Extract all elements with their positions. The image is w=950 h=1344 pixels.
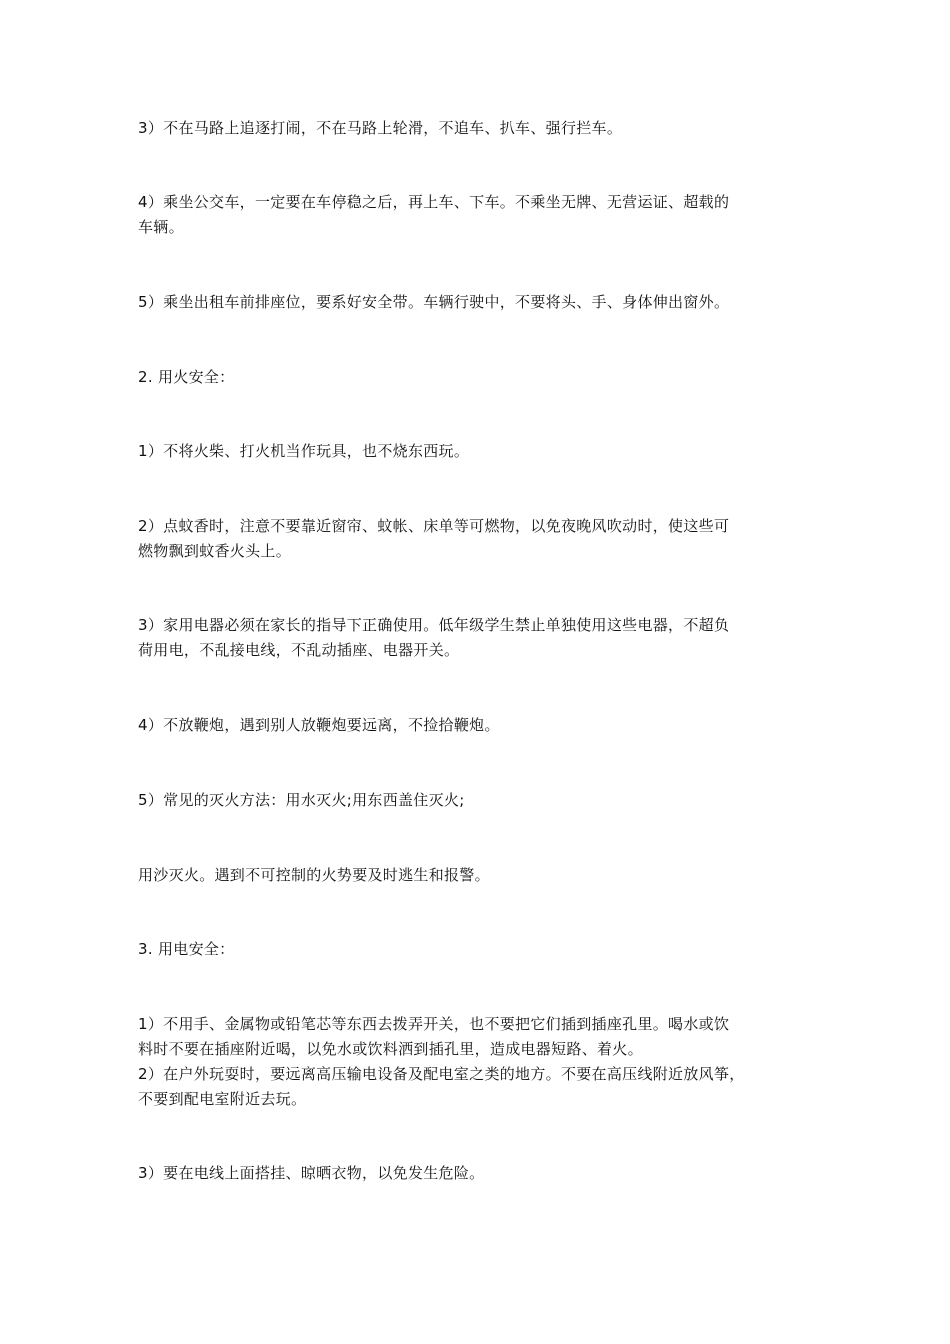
- text-line: 4）乘坐公交车，一定要在车停稳之后，再上车、下车。不乘坐无牌、无营运证、超载的: [138, 193, 730, 211]
- text-line: 3. 用电安全：: [138, 940, 235, 958]
- text-line: 3）家用电器必须在家长的指导下正确使用。低年级学生禁止单独使用这些电器，不超负: [138, 616, 730, 634]
- text-line: 5）乘坐出租车前排座位，要系好安全带。车辆行驶中，不要将头、手、身体伸出窗外。: [138, 293, 730, 311]
- paragraph-traffic-3: [138, 116, 810, 141]
- text-line: 1）不将火柴、打火机当作玩具，也不烧东西玩。: [138, 442, 470, 460]
- paragraph-fire-3: [138, 613, 810, 663]
- paragraph-fire-4: [138, 713, 810, 738]
- paragraph-fire-1: [138, 439, 810, 464]
- text-line: 料时不要在插座附近喝，以免水或饮料洒到插孔里，造成电器短路、着火。: [138, 1040, 643, 1058]
- text-line: 5）常见的灭火方法：用水灭火;用东西盖住灭火;: [138, 791, 465, 809]
- text-line: 燃物飘到蚊香火头上。: [138, 542, 292, 560]
- paragraph-traffic-5: [138, 290, 810, 315]
- text-line: 车辆。: [138, 218, 184, 236]
- paragraph-fire-2: [138, 514, 810, 564]
- section-heading-fire-safety: [138, 365, 810, 390]
- text-line: 2）在户外玩耍时，要远离高压输电设备及配电室之类的地方。不要在高压线附近放风筝，: [138, 1065, 745, 1083]
- text-line: 4）不放鞭炮，遇到别人放鞭炮要远离，不捡拾鞭炮。: [138, 716, 500, 734]
- text-line: 3）不在马路上追逐打闹，不在马路上轮滑，不追车、扒车、强行拦车。: [138, 119, 623, 137]
- paragraph-electricity-1-2: [138, 1012, 810, 1112]
- paragraph-electricity-3: [138, 1161, 810, 1186]
- paragraph-fire-5-continued: [138, 863, 810, 888]
- text-line: 不要到配电室附近去玩。: [138, 1090, 307, 1108]
- text-line: 用沙灭火。遇到不可控制的火势要及时逃生和报警。: [138, 866, 490, 884]
- paragraph-fire-5: [138, 788, 810, 813]
- text-line: 3）要在电线上面搭挂、晾晒衣物，以免发生危险。: [138, 1164, 485, 1182]
- text-line: 2）点蚊香时，注意不要靠近窗帘、蚊帐、床单等可燃物，以免夜晚风吹动时，使这些可: [138, 517, 730, 535]
- text-line: 荷用电，不乱接电线，不乱动插座、电器开关。: [138, 641, 460, 659]
- text-line: 1）不用手、金属物或铅笔芯等东西去拨弄开关，也不要把它们插到插座孔里。喝水或饮: [138, 1015, 730, 1033]
- paragraph-traffic-4: [138, 190, 810, 240]
- text-line: 2. 用火安全：: [138, 368, 235, 386]
- section-heading-electricity-safety: [138, 937, 810, 962]
